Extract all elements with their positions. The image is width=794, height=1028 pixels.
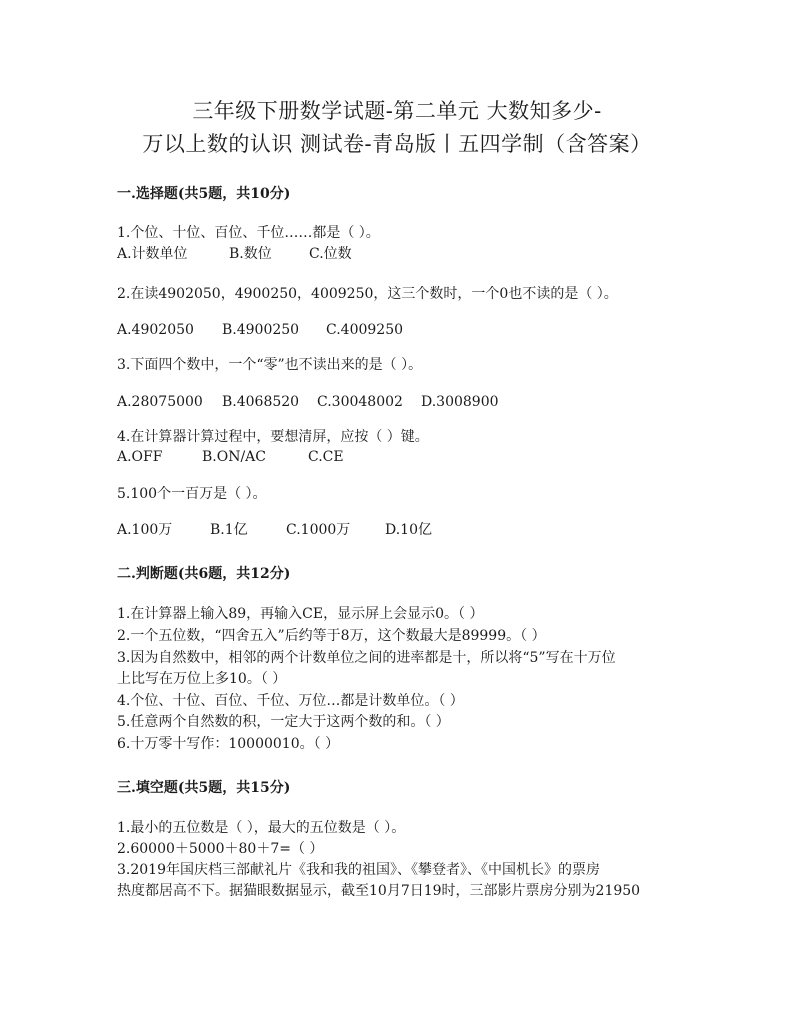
section-heading-fill-blank: 三.填空题(共5题，共15分) [117, 780, 291, 796]
question-1-stem: 1.个位、十位、百位、千位……都是（ ）。 [117, 225, 380, 241]
judge-line-5: 5.任意两个自然数的积，一定大于这两个数的和。（ ） [117, 714, 450, 730]
question-2-option-a: A.4902050 [117, 322, 194, 338]
section-heading-choice: 一.选择题(共5题，共10分) [117, 186, 291, 202]
fill-line-3: 3.2019年国庆档三部献礼片《我和我的祖国》、《攀登者》、《中国机长》的票房 [117, 862, 600, 878]
question-3-option-a: A.28075000 [117, 394, 203, 410]
question-5-option-a: A.100万 [117, 522, 173, 538]
section-heading-true-false: 二.判断题(共6题，共12分) [117, 566, 291, 582]
question-3-option-d: D.3008900 [421, 394, 499, 410]
question-1-option-b: B.数位 [229, 246, 272, 262]
judge-line-3: 3.因为自然数中，相邻的两个计数单位之间的进率都是十，所以将“5”写在十万位 [117, 650, 616, 666]
judge-line-4: 4.个位、十位、百位、千位、万位…都是计数单位。（ ） [117, 693, 464, 709]
document-title-line-2: 万以上数的认识 测试卷-青岛版丨五四学制（含答案） [142, 132, 652, 156]
question-5-option-d: D.10亿 [385, 522, 432, 538]
question-3-stem: 3.下面四个数中，一个“零”也不读出来的是（ ）。 [117, 357, 423, 373]
judge-line-6: 6.十万零十写作：10000010。（ ） [117, 736, 340, 752]
question-5-stem: 5.100个一百万是（ ）。 [117, 486, 267, 502]
question-2-stem: 2.在读4902050，4900250，4009250，这三个数时，一个0也不读的是（ ）。 [117, 286, 618, 302]
question-4-option-c: C.CE [308, 449, 344, 465]
question-2-option-c: C.4009250 [326, 322, 404, 338]
question-2-option-b: B.4900250 [222, 322, 300, 338]
question-1-option-a: A.计数单位 [117, 246, 188, 262]
question-4-stem: 4.在计算器计算过程中，要想清屏，应按（ ）键。 [117, 429, 429, 445]
judge-line-3-cont: 上比写在万位上多10。（ ） [117, 671, 287, 687]
document-title-line-1: 三年级下册数学试题-第二单元 大数知多少- [192, 99, 602, 123]
question-5-option-c: C.1000万 [286, 522, 351, 538]
question-4-option-b: B.ON/AC [202, 449, 267, 465]
question-3-option-b: B.4068520 [222, 394, 300, 410]
judge-line-1: 1.在计算器上输入89，再输入CE，显示屏上会显示0。（ ） [117, 606, 484, 622]
fill-line-1: 1.最小的五位数是（ ），最大的五位数是（ ）。 [117, 820, 406, 836]
question-4-option-a: A.OFF [117, 449, 163, 465]
fill-line-2: 2.60000＋5000＋80＋7=（ ） [117, 841, 324, 857]
question-3-option-c: C.30048002 [317, 394, 403, 410]
question-1-option-c: C.位数 [309, 246, 352, 262]
fill-line-3-cont: 热度都居高不下。据猫眼数据显示，截至10月7日19时，三部影片票房分别为21950 [117, 883, 641, 899]
question-5-option-b: B.1亿 [210, 522, 248, 538]
judge-line-2: 2.一个五位数，“四舍五入”后约等于8万，这个数最大是89999。（ ） [117, 628, 546, 644]
